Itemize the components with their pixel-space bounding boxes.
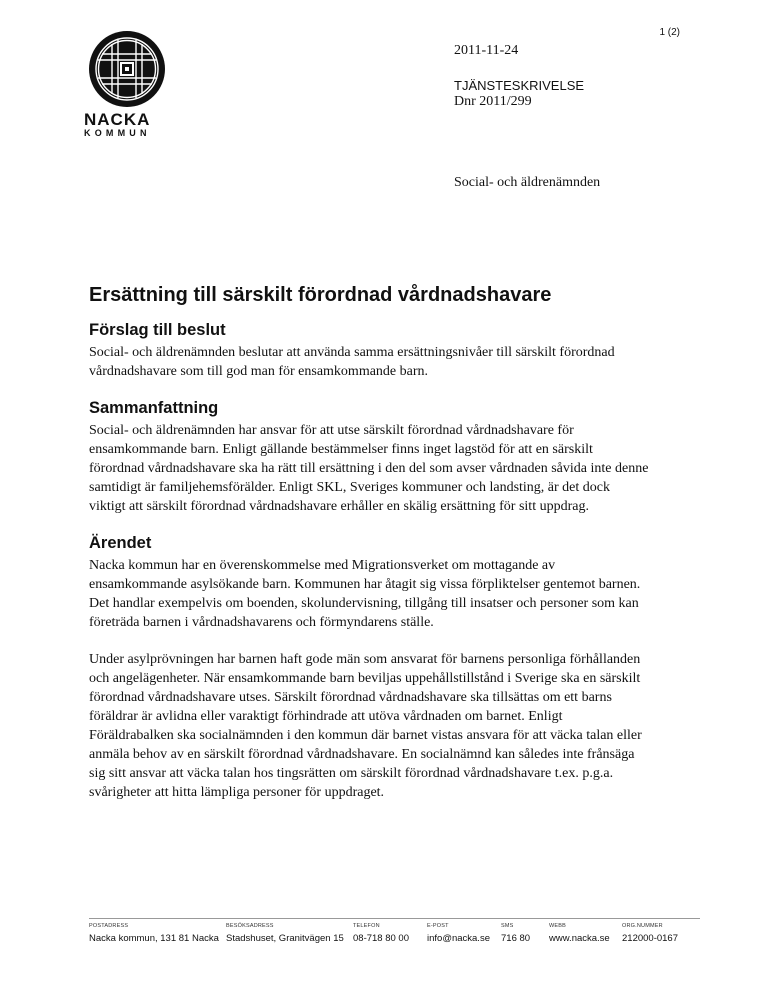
section-paragraph: Nacka kommun har en överenskommelse med Migrationsverket om mottagande av ensamkommande asylsökande barn. Kommunen har åtagit sig vissa förpliktelser gentemot barnen. Det handlar exempelvis om boenden, skolundervisning, tillgång till insatser och personer som kan företräda barnen i vårdnadshavarens och förmyndarens ställe. [89,558,641,630]
page-number: 1 (2) [659,27,680,38]
header-date: 2011-11-24 [454,43,519,58]
header-dnr: Dnr 2011/299 [454,94,532,109]
footer-label: TELEFON [353,923,380,929]
section-text: Social- och äldrenämnden beslutar att använda samma ersättningsnivåer till särskilt förordnad vårdnadshavare som till god man för ensamkommande barn. [89,345,615,379]
footer-orgnummer [622,923,678,944]
footer-label: WEBB [549,923,566,929]
footer-value: 212000-0167 [622,933,678,944]
footer-webb [549,923,610,944]
footer-postadress [89,923,219,944]
header-doc-type: TJÄNSTESKRIVELSE [454,78,585,93]
footer [89,918,700,944]
section-forslag [89,321,649,381]
section-arendet [89,534,649,802]
footer-telefon [353,923,409,944]
section-heading: Sammanfattning [89,399,219,417]
header-recipient: Social- och äldrenämnden [454,175,601,190]
footer-value[interactable]: info@nacka.se [427,933,490,944]
footer-sms [501,923,530,944]
footer-value: Stadshuset, Granitvägen 15 [226,933,344,944]
logo-name: NACKA [84,110,151,129]
footer-label: BESÖKSADRESS [226,923,274,929]
footer-epost [427,923,490,944]
footer-besoksadress [226,923,344,944]
document-body [89,284,649,820]
document-title: Ersättning till särskilt förordnad vårdnadshavare [89,284,552,306]
footer-value: 716 80 [501,933,531,944]
footer-label: E-POST [427,923,449,929]
logo-sub: KOMMUN [84,128,151,138]
section-heading: Ärendet [89,534,152,552]
footer-label: POSTADRESS [89,923,129,929]
nacka-logo [84,30,170,139]
section-sammanfattning [89,399,649,516]
footer-label: SMS [501,923,514,929]
footer-value: Nacka kommun, 131 81 Nacka [89,933,219,944]
footer-value: 08-718 80 00 [353,933,409,944]
section-text: Social- och äldrenämnden har ansvar för att utse särskilt förordnad vårdnadshavare för ensamkommande barn. Enligt gällande bestämmelser finns inget lagstöd för att en särskilt förordnad vårdnadshavare ska ha rätt till ersättning i den del som avser vårdnaden såvida inte denne samtidigt är familjehemsförälder. Enligt SKL, Sveriges kommuner och landsting, är det dock viktigt att särskilt förordnad vårdnadshavare erhåller en skälig ersättning för sitt uppdrag. [89,423,649,514]
section-heading: Förslag till beslut [89,321,226,339]
footer-value[interactable]: www.nacka.se [549,933,610,944]
section-paragraph: Under asylprövningen har barnen haft gode män som ansvarat för barnens personliga förhållanden och angelägenheter. När ensamkommande barn beviljas uppehållstillstånd i Sverige ska en särskilt förordnad vårdnadshavare utses. Särskilt förordnad vårdnadshavare ska tillsättas om ett barns föräldrar är avlidna eller varaktigt förhindrade att utöva vårdnaden om barnet. Enligt Föräldrabalken ska socialnämnden i den kommun där barnet vistas ansvara för att väcka talan eller anmäla behov av en särskilt förordnad vårdnadshavare. En socialnämnd kan således inte frånsäga sig sitt ansvar att väcka talan hos tingsrätten om särskilt förordnad vårdnadshavare t.ex. p.g.a. svårigheter att hitta lämpliga personer för uppdraget. [89,652,642,800]
emblem-icon [88,30,166,108]
footer-label: ORG.NUMMER [622,923,663,929]
